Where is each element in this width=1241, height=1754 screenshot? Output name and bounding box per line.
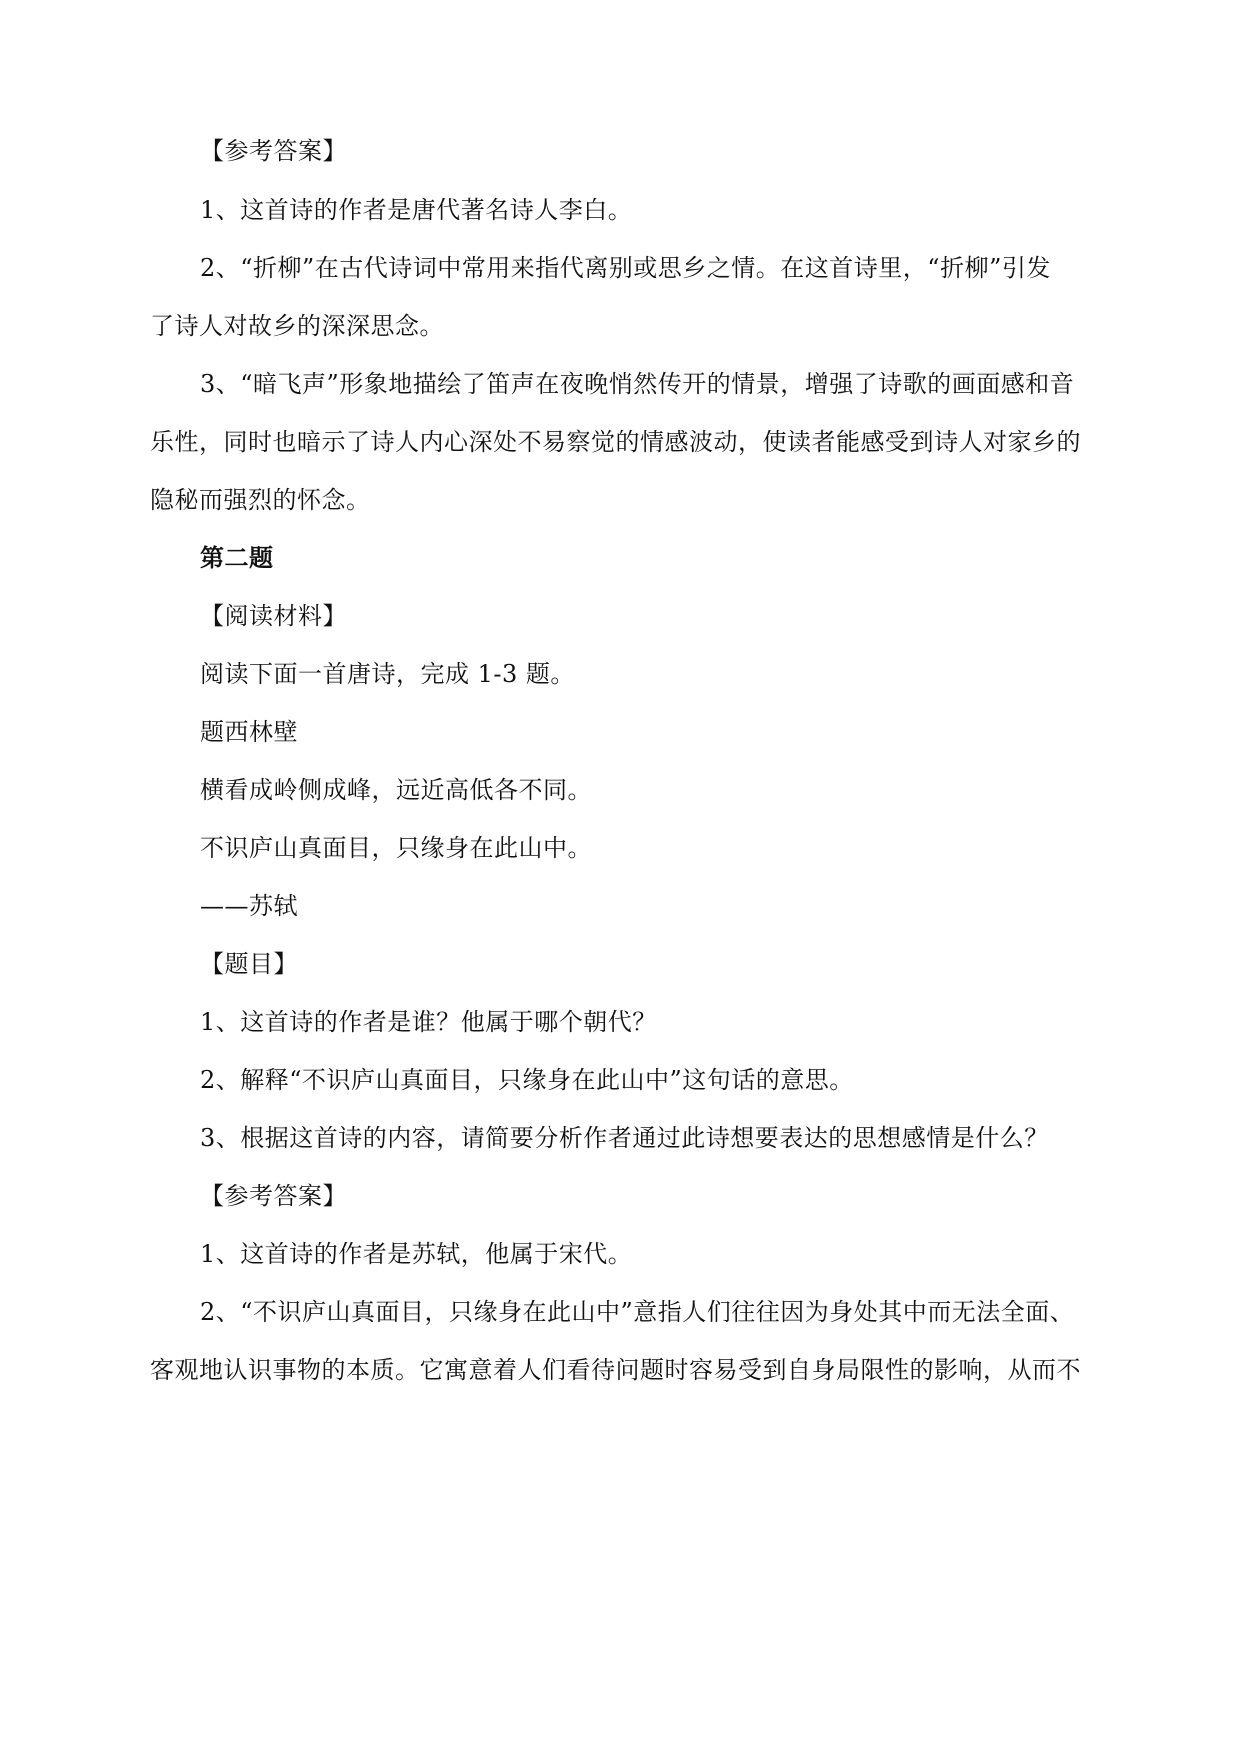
section-title: 第二题 xyxy=(200,543,274,572)
answer-2-1: 1、这首诗的作者是苏轼，他属于宋代。 xyxy=(200,1240,633,1268)
question-3: 3、根据这首诗的内容，请简要分析作者通过此诗想要表达的思想感情是什么？ xyxy=(200,1124,1049,1152)
answer-3-line-1: 3、“暗飞声”形象地描绘了笛声在夜晚悄然传开的情景，增强了诗歌的画面感和音 xyxy=(200,370,1075,398)
instruction: 阅读下面一首唐诗，完成 1-3 题。 xyxy=(200,660,575,688)
material-header: 【阅读材料】 xyxy=(200,602,347,630)
poem-title: 题西林壁 xyxy=(200,718,298,746)
poem-line-1: 横看成岭侧成峰，远近高低各不同。 xyxy=(200,776,592,804)
answer-2-line-2: 了诗人对故乡的深深思念。 xyxy=(150,312,444,340)
answer-2-2-line-2: 客观地认识事物的本质。它寓意着人们看待问题时容易受到自身局限性的影响，从而不 xyxy=(150,1356,1081,1384)
answer-3-line-3: 隐秘而强烈的怀念。 xyxy=(150,486,371,514)
answers-header: 【参考答案】 xyxy=(200,137,347,165)
answers-header-2: 【参考答案】 xyxy=(200,1182,347,1210)
questions-header: 【题目】 xyxy=(200,950,298,978)
answer-2-2-line-1: 2、“不识庐山真面目，只缘身在此山中”意指人们往往因为身处其中而无法全面、 xyxy=(200,1298,1075,1326)
answer-2-line-1: 2、“折柳”在古代诗词中常用来指代离别或思乡之情。在这首诗里，“折柳”引发 xyxy=(200,254,1051,282)
poem-author: ——苏轼 xyxy=(200,892,298,920)
poem-line-2: 不识庐山真面目，只缘身在此山中。 xyxy=(200,834,592,862)
answer-1: 1、这首诗的作者是唐代著名诗人李白。 xyxy=(200,196,633,224)
question-2: 2、解释“不识庐山真面目，只缘身在此山中”这句话的意思。 xyxy=(200,1066,854,1094)
answer-3-line-2: 乐性，同时也暗示了诗人内心深处不易察觉的情感波动，使读者能感受到诗人对家乡的 xyxy=(150,428,1081,456)
question-1: 1、这首诗的作者是谁？他属于哪个朝代？ xyxy=(200,1008,657,1036)
